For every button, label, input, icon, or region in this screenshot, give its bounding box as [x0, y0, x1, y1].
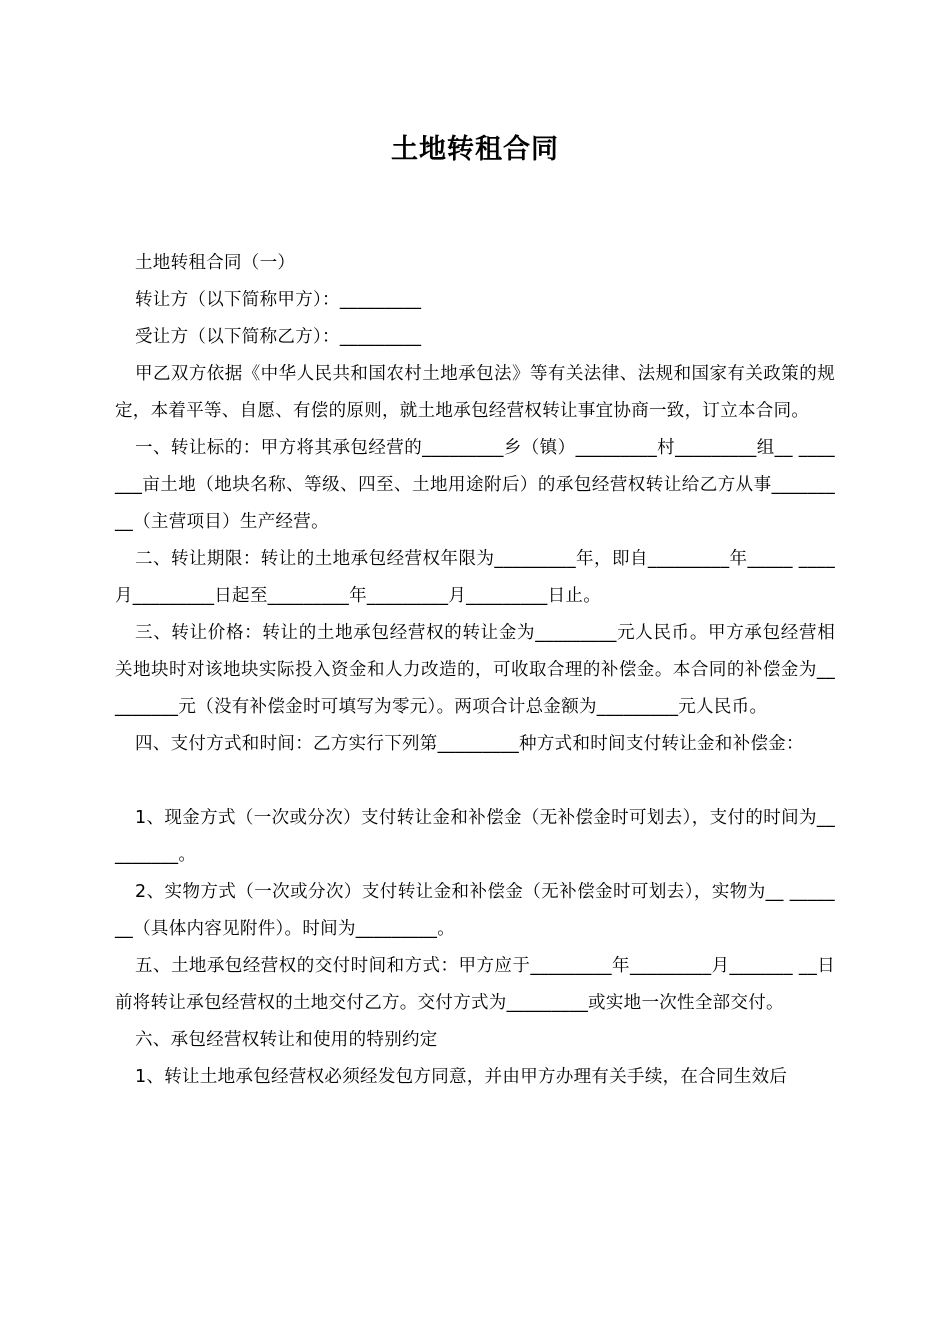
clause-4-item-1: 1、现金方式（一次或分次）支付转让金和补偿金（无补偿金时可划去），支付的时间为_________。	[115, 808, 835, 865]
clause-3-price: 三、转让价格：转让的土地承包经营权的转让金为_________元人民币。甲方承包经营相关地块时对该地块实际投入资金和人力改造的，可收取合理的补偿金。本合同的补偿金为_________元（没有补偿金时可填写为零元）。两项合计总金额为_________元人民币。	[115, 623, 835, 717]
transferee-line: 受让方（以下简称乙方）：_________	[135, 327, 422, 347]
clause-4-payment: 四、支付方式和时间：乙方实行下列第_________种方式和时间支付转让金和补偿金：	[135, 734, 804, 754]
clause-6-item-1: 1、转让土地承包经营权必须经发包方同意，并由甲方办理有关手续，在合同生效后	[135, 1067, 788, 1087]
transferor-line: 转让方（以下简称甲方）：_________	[135, 290, 422, 310]
document-title: 土地转租合同	[391, 134, 559, 165]
clause-6-heading: 六、承包经营权转让和使用的特别约定	[135, 1030, 438, 1050]
preamble-paragraph: 甲乙双方依据《中华人民共和国农村土地承包法》等有关法律、法规和国家有关政策的规定，本着平等、自愿、有偿的原则，就土地承包经营权转让事宜协商一致，订立本合同。	[115, 364, 835, 421]
contract-subtitle: 土地转租合同（一）	[135, 253, 296, 273]
clause-4-item-2: 2、实物方式（一次或分次）支付转让金和补偿金（无补偿金时可划去），实物为__ _______（具体内容见附件）。时间为_________。	[115, 882, 835, 939]
document-body	[115, 245, 835, 1096]
clause-2-term: 二、转让期限：转让的土地承包经营权年限为_________年，即自_________年_____ ____月_________日起至_________年_________月_________日止。	[115, 549, 835, 606]
clause-1-subject: 一、转让标的：甲方将其承包经营的_________乡（镇）_________村_________组__ _______亩土地（地块名称、等级、四至、土地用途附后）的承包经营权转让给乙方从事_________（主营项目）生产经营。	[115, 438, 835, 532]
clause-5-delivery: 五、土地承包经营权的交付时间和方式：甲方应于_________年_________月_______ __日前将转让承包经营权的土地交付乙方。交付方式为_________或实地一次性全部交付。	[115, 956, 835, 1013]
